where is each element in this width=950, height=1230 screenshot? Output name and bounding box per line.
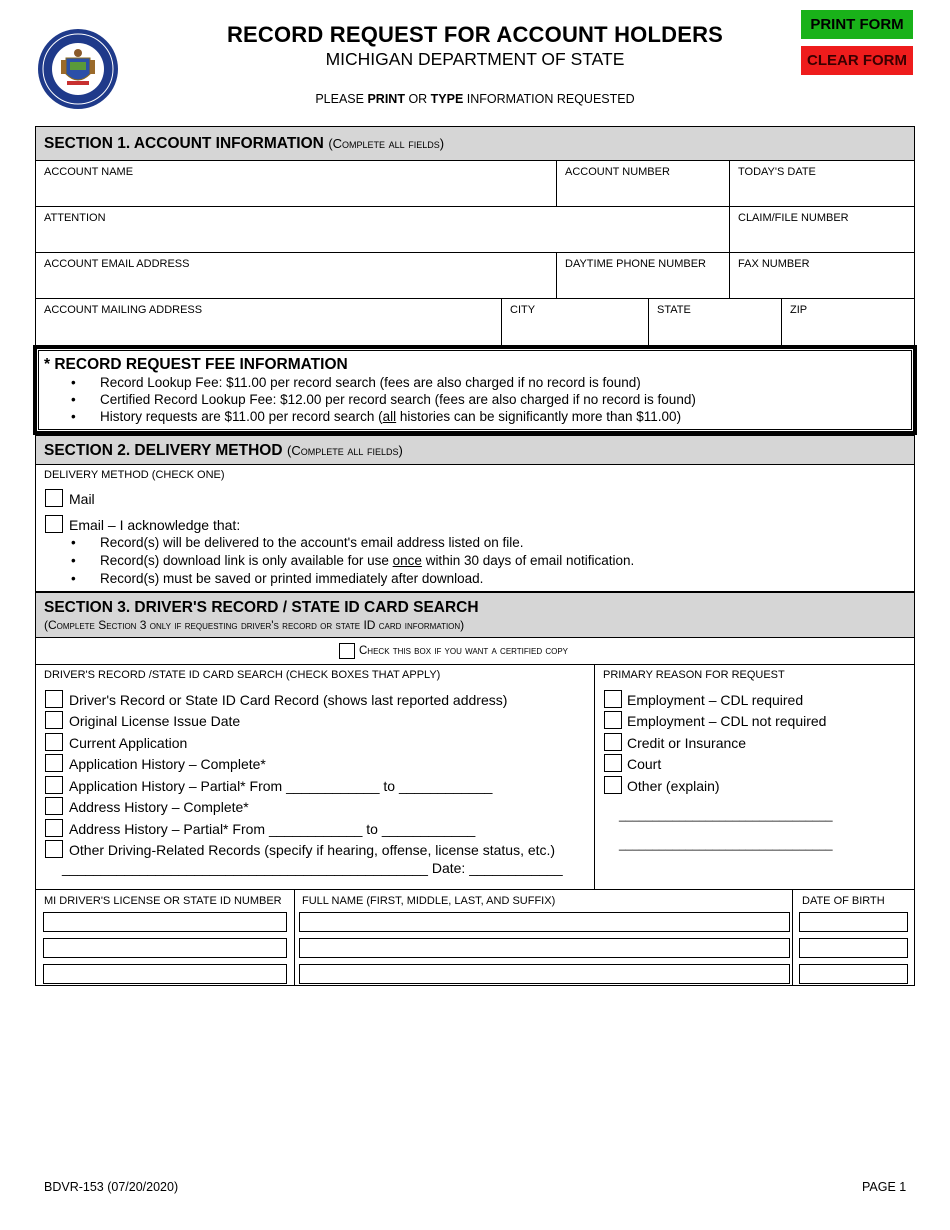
dob-input-1[interactable] — [799, 912, 908, 932]
certified-copy-label: Check this box if you want a certified copy — [359, 645, 568, 657]
claim-file-number-field[interactable]: CLAIM/FILE NUMBER — [738, 212, 849, 224]
license-number-label: MI DRIVER'S LICENSE OR STATE ID NUMBER — [44, 895, 282, 907]
fee-item-3: • History requests are $11.00 per record search (all histories can be significantly more than $11.00) — [100, 409, 681, 424]
fee-item-1: • Record Lookup Fee: $11.00 per record search (fees are also charged if no record is found) — [100, 375, 641, 390]
michigan-seal-icon — [37, 28, 119, 110]
mail-option-label: Mail — [69, 491, 95, 507]
reason-option-5: Other (explain) — [627, 778, 720, 794]
email-address-field[interactable]: ACCOUNT EMAIL ADDRESS — [44, 258, 190, 270]
cdl-required-checkbox[interactable] — [604, 690, 622, 708]
email-bullet-2: • Record(s) download link is only available for use once within 30 days of email notification. — [100, 553, 634, 568]
search-option-4: Application History – Complete* — [69, 756, 266, 772]
application-history-partial-checkbox[interactable] — [45, 776, 63, 794]
explain-line-2[interactable]: ________________________________ — [619, 837, 833, 851]
section1-subtitle: (Complete all fields) — [328, 136, 445, 151]
primary-reason-label: PRIMARY REASON FOR REQUEST — [603, 669, 785, 681]
section2-subtitle: (Complete all fields) — [287, 443, 403, 458]
cdl-not-required-checkbox[interactable] — [604, 711, 622, 729]
court-checkbox[interactable] — [604, 754, 622, 772]
section3-subtitle: (Complete Section 3 only if requesting driver's record or state ID card information) — [44, 618, 465, 632]
application-history-complete-checkbox[interactable] — [45, 754, 63, 772]
search-options-label: DRIVER'S RECORD /STATE ID CARD SEARCH (CHECK BOXES THAT APPLY) — [44, 669, 441, 681]
form-title: RECORD REQUEST FOR ACCOUNT HOLDERS — [226, 22, 724, 47]
reason-option-1: Employment – CDL required — [627, 692, 804, 708]
reason-option-4: Court — [627, 756, 662, 772]
section1-header — [35, 126, 915, 160]
other-records-line[interactable]: _______________________________________________ Date: ____________ — [62, 860, 563, 876]
drivers-record-checkbox[interactable] — [45, 690, 63, 708]
full-name-label: FULL NAME (FIRST, MIDDLE, LAST, AND SUFFIX) — [302, 895, 556, 907]
full-name-input-2[interactable] — [299, 938, 790, 958]
section1-body — [35, 160, 915, 346]
other-records-checkbox[interactable] — [45, 840, 63, 858]
zip-field[interactable]: ZIP — [790, 304, 808, 316]
fee-info-title: * RECORD REQUEST FEE INFORMATION — [44, 356, 348, 373]
state-field[interactable]: STATE — [657, 304, 691, 316]
search-option-3: Current Application — [69, 735, 188, 751]
search-option-1: Driver's Record or State ID Card Record (shows last reported address) — [69, 692, 508, 708]
full-name-input-3[interactable] — [299, 964, 790, 984]
delivery-method-label: DELIVERY METHOD (CHECK ONE) — [44, 469, 225, 481]
account-name-field[interactable]: ACCOUNT NAME — [44, 166, 134, 178]
mailing-address-field[interactable]: ACCOUNT MAILING ADDRESS — [44, 304, 203, 316]
credit-insurance-checkbox[interactable] — [604, 733, 622, 751]
page-number: PAGE 1 — [862, 1180, 907, 1194]
search-option-6: Address History – Complete* — [69, 799, 249, 815]
section1-title: SECTION 1. ACCOUNT INFORMATION — [44, 135, 324, 152]
email-bullet-1: • Record(s) will be delivered to the account's email address listed on file. — [100, 535, 524, 550]
print-instruction: PLEASE PRINT OR TYPE INFORMATION REQUESTED — [315, 92, 635, 106]
dob-input-2[interactable] — [799, 938, 908, 958]
address-history-partial-checkbox[interactable] — [45, 819, 63, 837]
dob-label: DATE OF BIRTH — [802, 895, 885, 907]
section2-title: SECTION 2. DELIVERY METHOD — [44, 442, 283, 459]
license-number-input-3[interactable] — [43, 964, 287, 984]
account-number-field[interactable]: ACCOUNT NUMBER — [565, 166, 670, 178]
fax-number-field[interactable]: FAX NUMBER — [738, 258, 810, 270]
daytime-phone-field[interactable]: DAYTIME PHONE NUMBER — [565, 258, 706, 270]
form-id: BDVR-153 (07/20/2020) — [44, 1180, 179, 1194]
dob-input-3[interactable] — [799, 964, 908, 984]
certified-copy-checkbox[interactable] — [339, 643, 355, 659]
reason-option-2: Employment – CDL not required — [627, 713, 827, 729]
reason-option-3: Credit or Insurance — [627, 735, 747, 751]
other-explain-checkbox[interactable] — [604, 776, 622, 794]
address-history-complete-checkbox[interactable] — [45, 797, 63, 815]
email-checkbox[interactable] — [45, 515, 63, 533]
explain-line-1[interactable]: ________________________________ — [619, 808, 833, 822]
license-number-input-1[interactable] — [43, 912, 287, 932]
email-bullet-3: • Record(s) must be saved or printed immediately after download. — [100, 571, 483, 586]
search-option-2: Original License Issue Date — [69, 713, 241, 729]
form-subtitle: MICHIGAN DEPARTMENT OF STATE — [325, 49, 625, 69]
license-number-input-2[interactable] — [43, 938, 287, 958]
print-form-button[interactable]: PRINT FORM — [801, 10, 913, 39]
todays-date-field[interactable]: TODAY'S DATE — [738, 166, 816, 178]
attention-field[interactable]: ATTENTION — [44, 212, 106, 224]
email-option-label: Email – I acknowledge that: — [69, 517, 241, 533]
city-field[interactable]: CITY — [510, 304, 536, 316]
full-name-input-1[interactable] — [299, 912, 790, 932]
search-option-7: Address History – Partial* From ____________ to ____________ — [69, 821, 476, 837]
search-option-8: Other Driving-Related Records (specify if hearing, offense, license status, etc.) — [69, 842, 556, 858]
section3-header — [35, 592, 915, 637]
mail-checkbox[interactable] — [45, 489, 63, 507]
section2-header — [35, 435, 915, 464]
section3-title: SECTION 3. DRIVER'S RECORD / STATE ID CARD SEARCH — [44, 599, 479, 616]
fee-item-2: • Certified Record Lookup Fee: $12.00 per record search (fees are also charged if no record is found) — [100, 392, 696, 407]
clear-form-button[interactable]: CLEAR FORM — [801, 46, 913, 75]
search-option-5: Application History – Partial* From ____________ to ____________ — [69, 778, 493, 794]
original-issue-date-checkbox[interactable] — [45, 711, 63, 729]
current-application-checkbox[interactable] — [45, 733, 63, 751]
